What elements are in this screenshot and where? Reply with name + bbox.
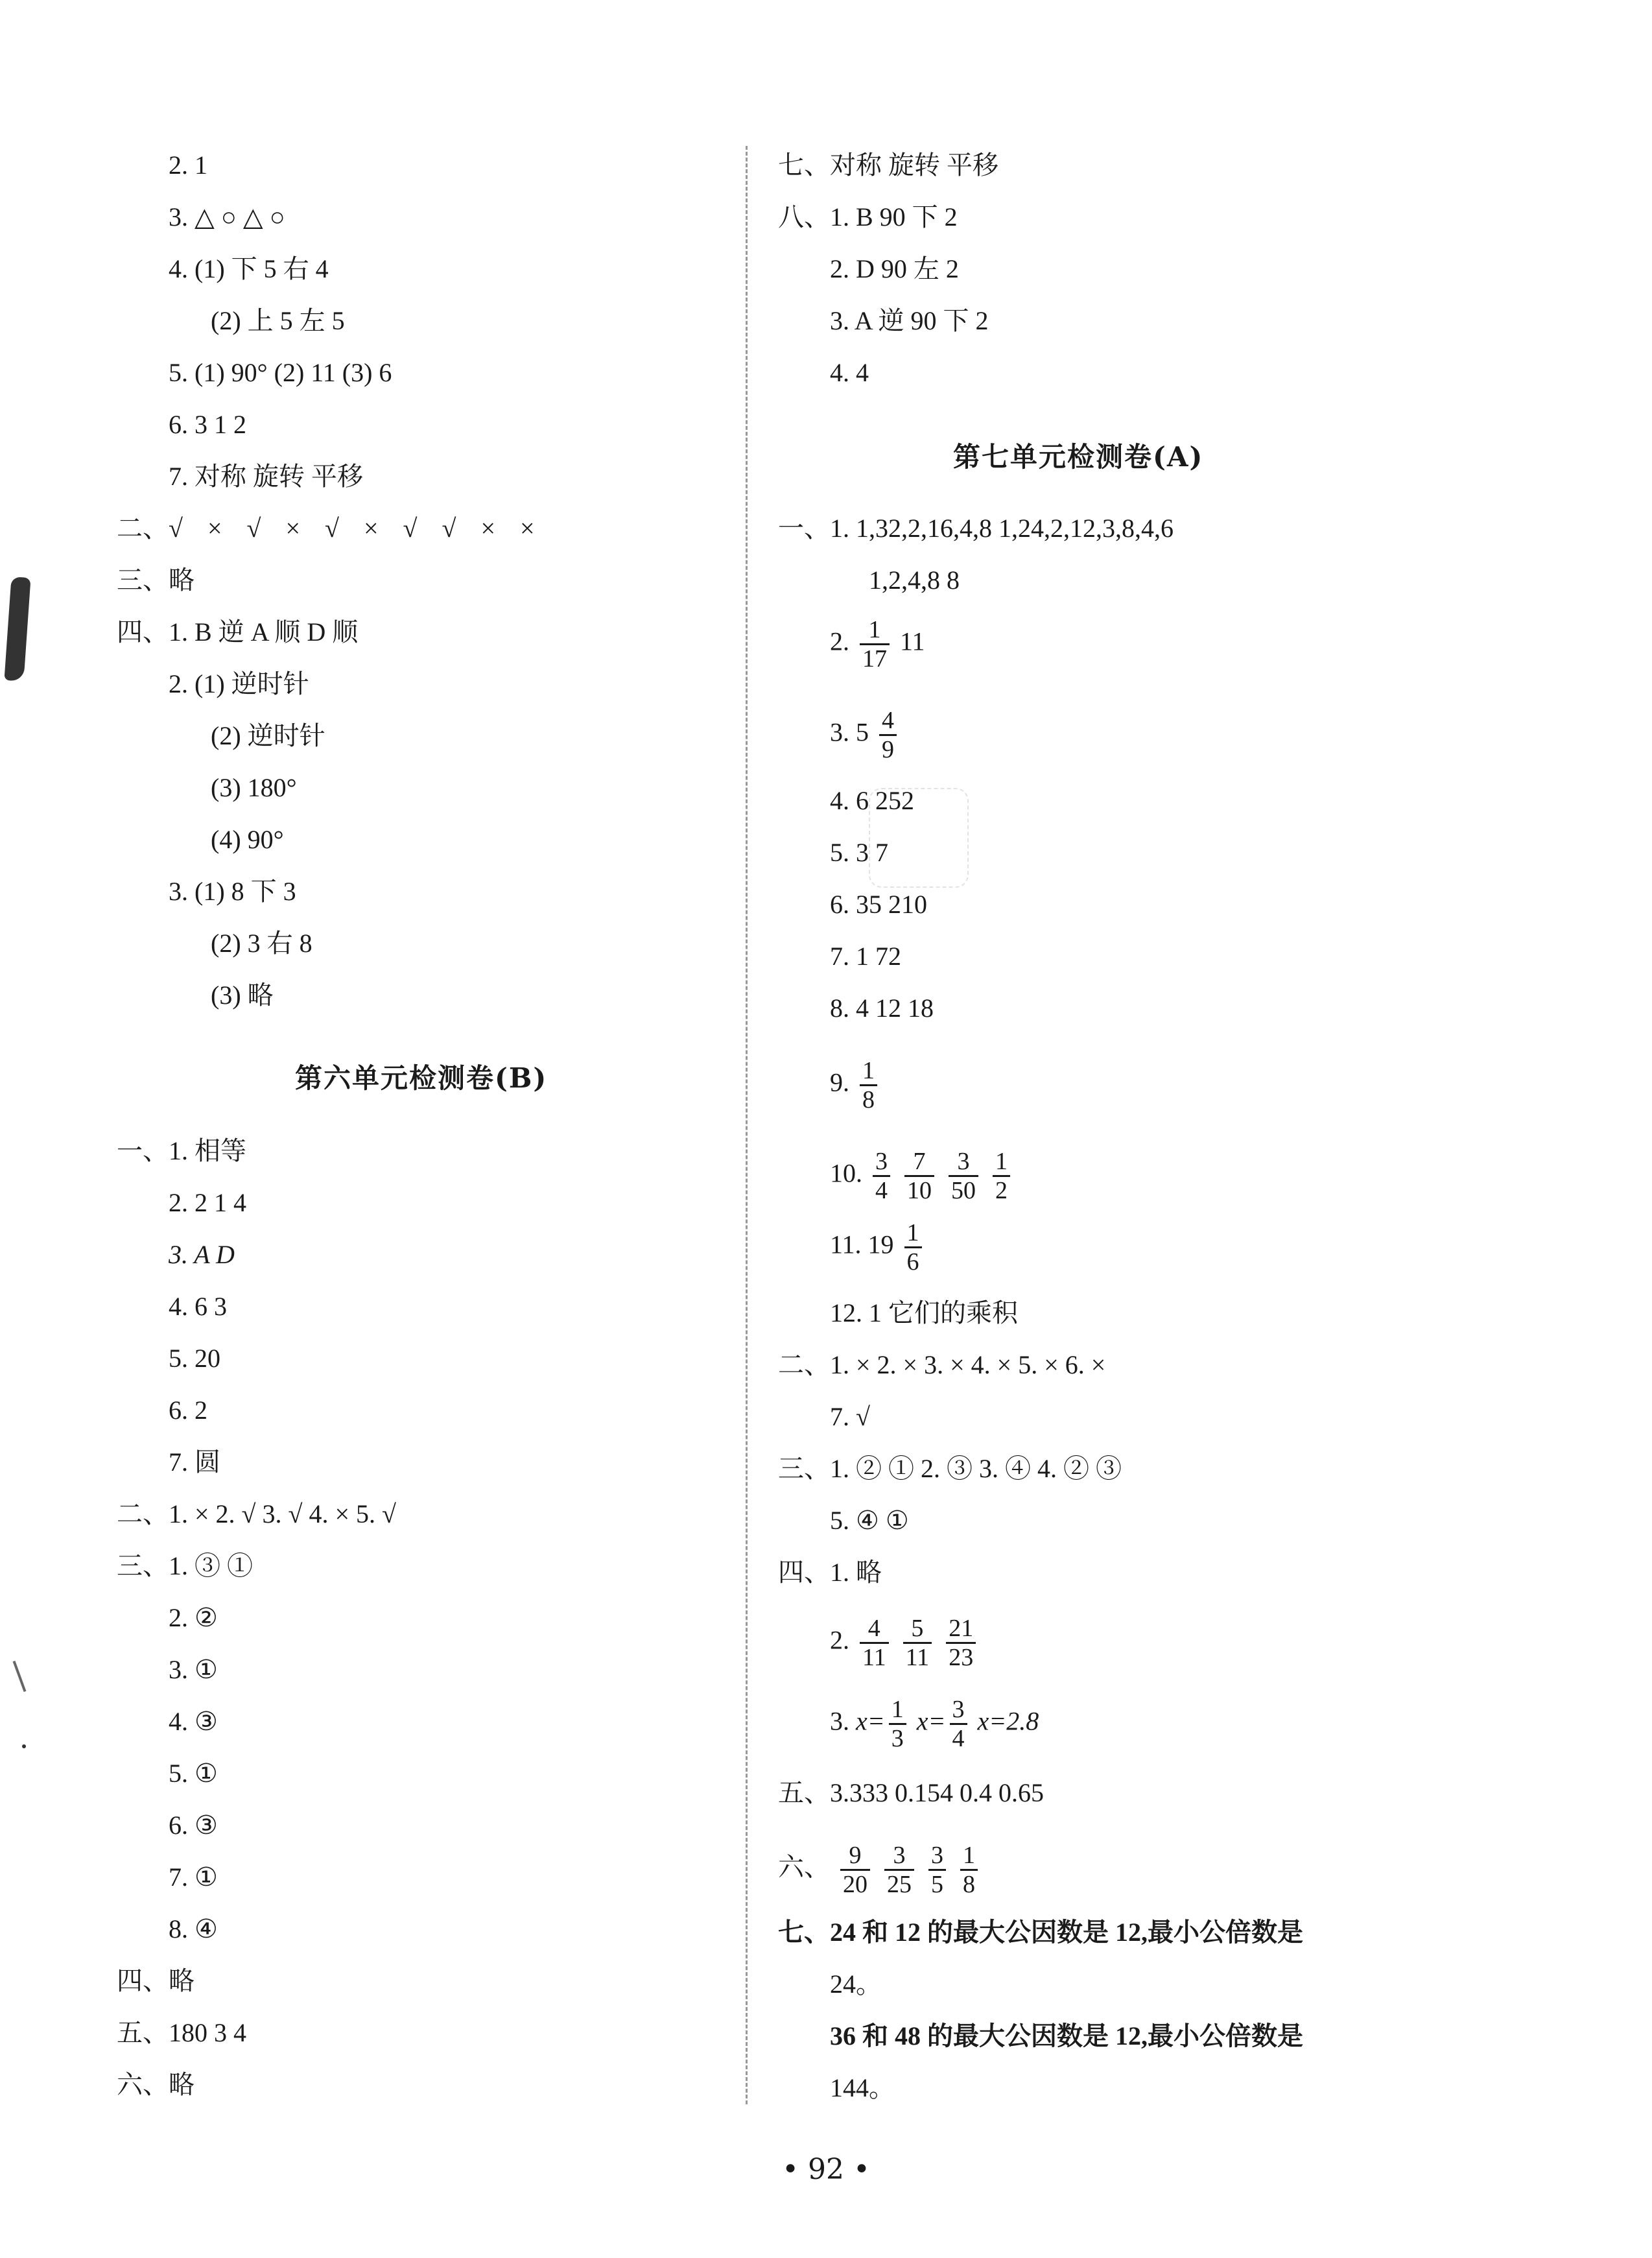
fraction xyxy=(903,1615,932,1671)
fraction xyxy=(993,1148,1010,1204)
denominator: 50 xyxy=(951,1177,976,1204)
column-divider xyxy=(746,146,748,2104)
fraction xyxy=(884,1842,914,1898)
answer-line: 八、1. B 90 下 2 xyxy=(778,202,958,232)
answer-line-fraction xyxy=(830,1148,1014,1204)
answer-line: 一、1. 相等 xyxy=(117,1136,246,1165)
answer-line: 6. 2 xyxy=(169,1396,207,1425)
numerator: 3 xyxy=(928,1842,946,1871)
fraction xyxy=(949,1148,978,1204)
answer-line: 4. 6 252 xyxy=(830,786,914,815)
denominator: 23 xyxy=(949,1644,974,1671)
answer-line-fraction xyxy=(830,707,901,763)
answer-line: 2. D 90 左 2 xyxy=(830,254,959,283)
answer-line: 6. 3 1 2 xyxy=(169,410,246,439)
answer-line: 6. ③ xyxy=(169,1811,218,1840)
numerator: 5 xyxy=(903,1615,932,1644)
answer-line: 1,2,4,8 8 xyxy=(869,565,960,595)
answer-line: 24。 xyxy=(830,1969,882,1999)
numerator: 1 xyxy=(860,616,890,645)
answer-line: 3. (1) 8 下 3 xyxy=(169,877,296,906)
ink-mark xyxy=(4,576,30,682)
numerator: 1 xyxy=(960,1842,978,1871)
answer-line: 四、1. B 逆 A 顺 D 顺 xyxy=(117,617,359,647)
answer-line: 5. (1) 90° (2) 11 (3) 6 xyxy=(169,358,392,387)
answer-line: 一、1. 1,32,2,16,4,8 1,24,2,12,3,8,4,6 xyxy=(778,514,1174,543)
answer-line: (3) 略 xyxy=(211,980,274,1010)
answer-line: 4. ③ xyxy=(169,1707,218,1736)
denominator: 25 xyxy=(887,1871,912,1898)
fraction xyxy=(904,1148,934,1204)
numerator: 4 xyxy=(860,1615,889,1644)
answer-line: 6. 35 210 xyxy=(830,890,927,919)
answer-line: 2. (1) 逆时针 xyxy=(169,669,309,698)
answer-line: 五、180 3 4 xyxy=(117,2018,246,2047)
numerator: 1 xyxy=(904,1219,922,1248)
numerator: 7 xyxy=(904,1148,934,1177)
fraction xyxy=(873,1148,890,1204)
answer-line: 144。 xyxy=(830,2073,895,2102)
answer-value: 11 xyxy=(900,626,925,656)
item-number: 11. 19 xyxy=(830,1230,894,1259)
fraction xyxy=(860,1615,889,1671)
answer-line: 8. 4 12 18 xyxy=(830,993,934,1023)
answer-line: 三、1. ② ① 2. ③ 3. ④ 4. ② ③ xyxy=(778,1454,1122,1483)
equation-var: x=2.8 xyxy=(977,1706,1039,1736)
denominator: 11 xyxy=(905,1644,930,1671)
denominator: 3 xyxy=(891,1725,904,1752)
answer-line: (2) 3 右 8 xyxy=(211,929,313,958)
item-number: 六、 xyxy=(778,1852,830,1882)
denominator: 20 xyxy=(843,1871,867,1898)
fraction xyxy=(889,1696,906,1752)
numerator: 3 xyxy=(950,1696,967,1725)
answer-line: 2. ② xyxy=(169,1603,218,1632)
answer-line: 5. ① xyxy=(169,1759,218,1788)
denominator: 8 xyxy=(963,1871,975,1898)
answer-line: 3. A 逆 90 下 2 xyxy=(830,306,989,335)
equation-var: x= xyxy=(856,1706,885,1736)
answer-line: 3. ① xyxy=(169,1655,218,1684)
numerator: 3 xyxy=(949,1148,978,1177)
answer-line: 8. ④ xyxy=(169,1914,218,1943)
answer-line: 12. 1 它们的乘积 xyxy=(830,1298,1018,1327)
fraction xyxy=(946,1615,976,1671)
answer-line: (2) 上 5 左 5 xyxy=(211,306,345,335)
answer-line: 七、24 和 12 的最大公因数是 12,最小公倍数是 xyxy=(778,1918,1303,1947)
answer-line: 三、略 xyxy=(117,565,195,595)
item-number: 9. xyxy=(830,1067,849,1097)
page-number: • 92 • xyxy=(782,2153,870,2186)
answer-line: 二、1. × 2. × 3. × 4. × 5. × 6. × xyxy=(778,1350,1106,1379)
section-title: 第六单元检测卷(B) xyxy=(295,1062,548,1094)
denominator: 2 xyxy=(995,1177,1008,1204)
denominator: 4 xyxy=(952,1725,965,1752)
answer-line: 7. ① xyxy=(169,1862,218,1892)
numerator: 4 xyxy=(879,707,897,736)
answer-line: 五、3.333 0.154 0.4 0.65 xyxy=(778,1778,1044,1807)
item-number: 2. xyxy=(830,626,849,656)
answer-line: 5. 20 xyxy=(169,1344,220,1373)
numerator: 1 xyxy=(993,1148,1010,1177)
fraction xyxy=(840,1842,870,1898)
denominator: 17 xyxy=(862,645,887,672)
denominator: 10 xyxy=(907,1177,932,1204)
answer-line: 7. 1 72 xyxy=(830,942,901,971)
answer-line-fraction xyxy=(830,1696,1039,1752)
numerator: 1 xyxy=(889,1696,906,1725)
answer-line-fraction xyxy=(830,616,925,672)
numerator: 3 xyxy=(873,1148,890,1177)
answer-line: 二、√ × √ × √ × √ √ × × xyxy=(117,514,535,543)
answer-line: 3. A D xyxy=(169,1240,235,1269)
fraction xyxy=(860,616,890,672)
ink-dot xyxy=(22,1744,26,1748)
answer-line: (4) 90° xyxy=(211,825,284,854)
fraction xyxy=(950,1696,967,1752)
answer-line: 二、1. × 2. √ 3. √ 4. × 5. √ xyxy=(117,1499,396,1528)
denominator: 8 xyxy=(862,1086,875,1113)
answer-line: 六、略 xyxy=(117,2070,195,2099)
fraction xyxy=(879,707,897,763)
answer-line: 7. 对称 旋转 平移 xyxy=(169,462,363,491)
answer-line-fraction xyxy=(830,1219,926,1276)
answer-line: (3) 180° xyxy=(211,773,297,802)
denominator: 5 xyxy=(931,1871,943,1898)
numerator: 1 xyxy=(860,1057,877,1086)
answer-line: 4. 4 xyxy=(830,358,869,387)
answer-line: 36 和 48 的最大公因数是 12,最小公倍数是 xyxy=(830,2021,1303,2050)
fraction xyxy=(904,1219,922,1276)
answer-line: 7. 圆 xyxy=(169,1447,220,1477)
answer-line-fraction xyxy=(830,1615,980,1671)
fraction xyxy=(960,1842,978,1898)
answer-line: 4. (1) 下 5 右 4 xyxy=(169,254,329,283)
section-title: 第七单元检测卷(A) xyxy=(953,441,1204,473)
answer-line: 7. √ xyxy=(830,1402,870,1431)
numerator: 3 xyxy=(884,1842,914,1871)
equation-var: x= xyxy=(916,1706,946,1736)
item-number: 2. xyxy=(830,1625,849,1655)
answer-line: (2) 逆时针 xyxy=(211,721,325,750)
answer-line: 七、对称 旋转 平移 xyxy=(778,150,998,180)
fraction xyxy=(928,1842,946,1898)
denominator: 11 xyxy=(862,1644,886,1671)
numerator: 9 xyxy=(840,1842,870,1871)
answer-line: 5. ④ ① xyxy=(830,1506,909,1535)
item-number: 3. 5 xyxy=(830,717,869,747)
answer-line: 4. 6 3 xyxy=(169,1292,227,1321)
answer-line: 三、1. ③ ① xyxy=(117,1551,253,1580)
denominator: 4 xyxy=(875,1177,888,1204)
answer-line: 四、略 xyxy=(117,1966,195,1995)
answer-line-fraction xyxy=(778,1842,982,1898)
item-number: 10. xyxy=(830,1158,862,1188)
ink-mark-small xyxy=(13,1661,27,1692)
answer-line: 3. △ ○ △ ○ xyxy=(169,202,285,232)
numerator: 21 xyxy=(946,1615,976,1644)
denominator: 9 xyxy=(882,736,894,763)
fraction xyxy=(860,1057,877,1113)
answer-line: 5. 3 7 xyxy=(830,838,888,867)
answer-line-fraction xyxy=(830,1057,881,1113)
answer-line: 2. 1 xyxy=(169,150,207,180)
item-number: 3. xyxy=(830,1706,849,1736)
answer-line: 四、1. 略 xyxy=(778,1558,882,1587)
denominator: 6 xyxy=(906,1248,919,1276)
answer-line: 2. 2 1 4 xyxy=(169,1188,246,1217)
